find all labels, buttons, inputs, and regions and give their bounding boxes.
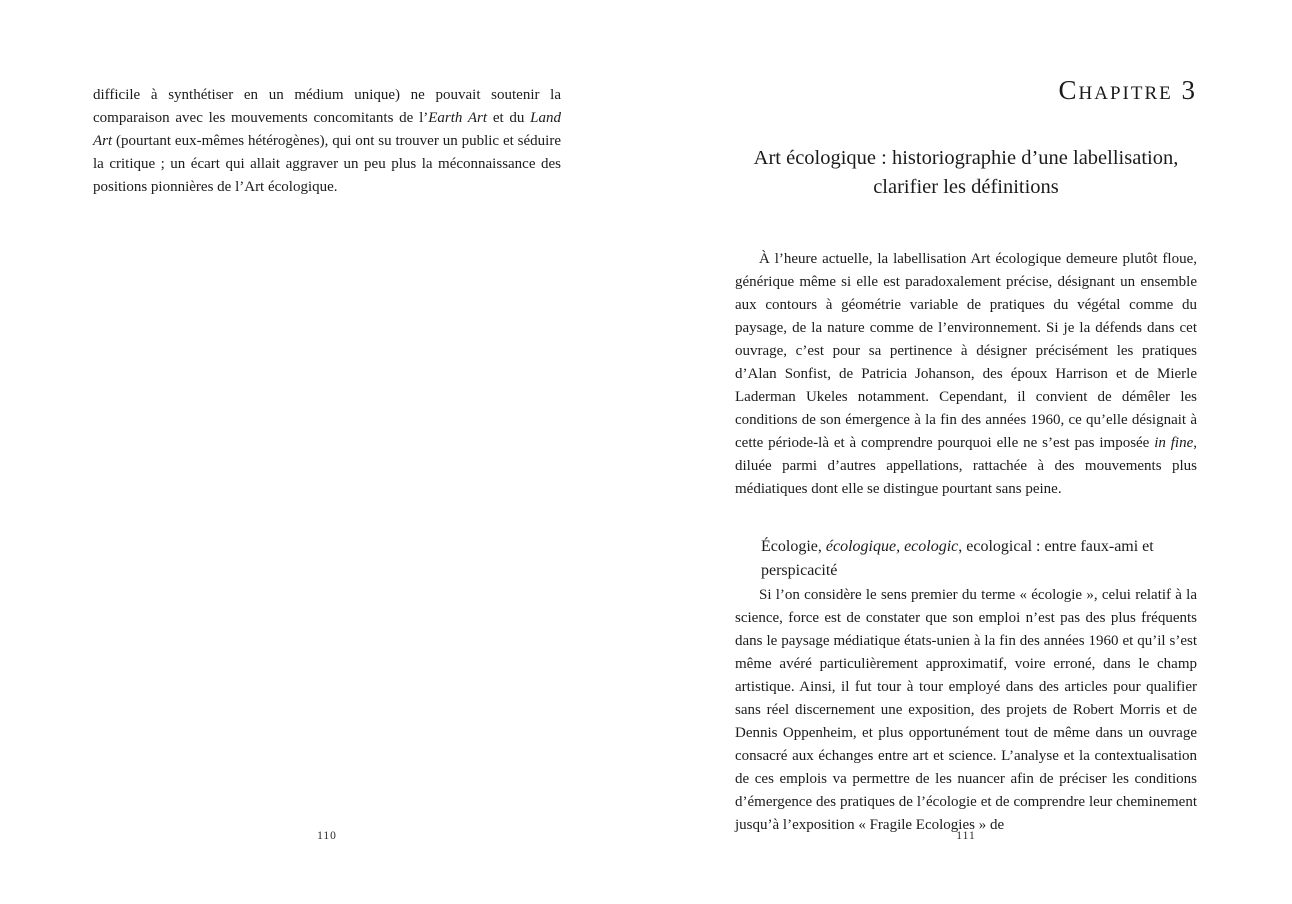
chapter-number-heading: Chapitre 3	[1058, 75, 1197, 105]
chapter-title: Art écologique : historiographie d’une labellisation, clarifier les définitions	[753, 147, 1179, 198]
left-page-number: 110	[317, 830, 337, 842]
section-heading: Écologie, écologique, ecologic, ecological : entre faux-ami et perspicacité	[761, 538, 1154, 579]
left-body-paragraph: difficile à synthétiser en un médium unique) ne pouvait soutenir la comparaison avec les mouvements concomitants de l’Earth Art et du Land Art (pourtant eux-mêmes hétérogènes), qui ont su trouver un public et séduire la critique ; un écart qui allait aggraver un peu plus la méconnaissance des positions pionnières de l’Art écologique.	[93, 87, 562, 195]
chapter-intro-paragraph: À l’heure actuelle, la labellisation Art écologique demeure plutôt floue, générique même si elle est paradoxalement précise, désignant un ensemble aux contours à géométrie variable de pratiques du végétal comme du paysage, de la nature comme de l’environnement. Si je la défends dans cet ouvrage, c’est pour sa pertinence à désigner précisément les pratiques d’Alan Sonfist, de Patricia Johanson, des époux Harrison et de Mierle Laderman Ukeles notamment. Cependant, il convient de démêler les conditions de son émergence à la fin des années 1960, ce qu’elle désignait à cette période-là et à comprendre pourquoi elle ne s’est pas imposée in fine, diluée parmi d’autres appellations, rattachée à des mouvements plus médiatiques dont elle se distingue pourtant sans peine.	[735, 251, 1197, 497]
page-left	[93, 84, 561, 199]
right-page-number: 111	[956, 830, 976, 842]
page-right	[735, 76, 1197, 837]
section-body-paragraph: Si l’on considère le sens premier du terme « écologie », celui relatif à la science, force est de constater que son emploi n’est pas des plus fréquents dans le paysage médiatique états-unien à la fin des années 1960 et qu’il s’est même avéré particulièrement approximatif, voire erroné, dans le champ artistique. Ainsi, il fut tour à tour employé dans des articles pour qualifier sans réel discernement une exposition, des projets de Robert Morris et de Dennis Oppenheim, et plus opportunément tout de même dans un ouvrage consacré aux échanges entre art et science. L’analyse et la contextualisation de ces emplois va permettre de les nuancer afin de préciser les conditions d’émergence des pratiques de l’écologie et de comprendre leur cheminement jusqu’à l’exposition « Fragile Ecologies » de	[735, 587, 1197, 833]
